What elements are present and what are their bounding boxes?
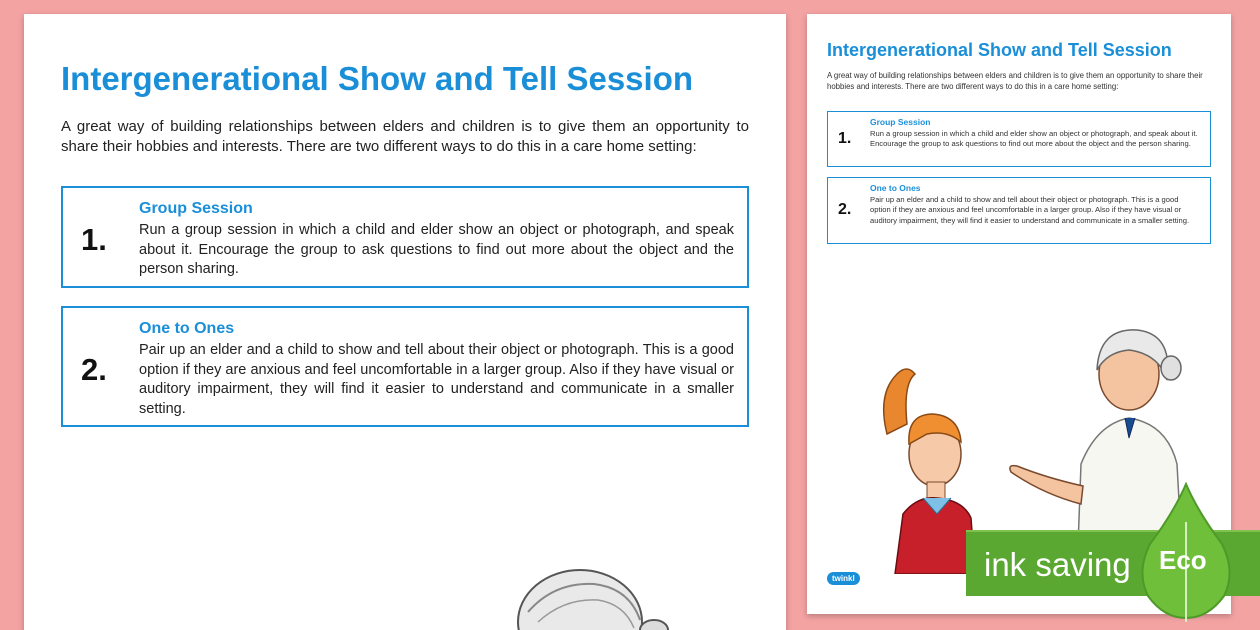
item-box-one-to-ones (61, 306, 749, 427)
small-item-box-group-session (827, 111, 1211, 167)
item-heading: One to Ones (139, 320, 235, 337)
ink-saving-text: ink saving (984, 546, 1131, 583)
small-item-heading: Group Session (870, 117, 931, 127)
small-item-heading: One to Ones (870, 183, 921, 193)
small-page-title: Intergenerational Show and Tell Session (827, 40, 1172, 60)
small-item-number: 1. (838, 130, 852, 147)
small-item-body: Run a group session in which a child and elder show an object or photograph, and speak about it. Encourage the group to ask questions to find out more about the object and the person sharing. (870, 129, 1198, 149)
page-title: Intergenerational Show and Tell Session (61, 60, 694, 97)
item-number: 1. (81, 222, 107, 257)
item-number: 2. (81, 352, 107, 387)
item-box-group-session (61, 186, 749, 288)
elder-head-illustration (494, 562, 674, 630)
eco-label: Eco (1159, 545, 1207, 575)
small-item-number: 2. (838, 201, 852, 218)
item-heading: Group Session (139, 200, 253, 217)
intro-paragraph: A great way of building relationships between elders and children is to give them an opportunity to share their hobbies and interests. There are two different ways to do this in a care home setting: (61, 118, 749, 155)
worksheet-large (24, 14, 786, 630)
small-item-box-one-to-ones (827, 177, 1211, 244)
item-body: Pair up an elder and a child to show and tell about their object or photograph. This is a good option if they are anxious and feel uncomfortable in a larger group. Also if they have visual or auditory impairment, they will find it easier to understand and communicate in a smaller setting. (139, 342, 734, 417)
twinkl-logo: twinkl (827, 572, 860, 585)
item-body: Run a group session in which a child and elder show an object or photograph, and speak about it. Encourage the group to ask questions to find out more about the object and the person sharing. (139, 222, 734, 277)
small-intro-paragraph: A great way of building relationships between elders and children is to give them an opportunity to share their hobbies and interests. There are two different ways to do this in a care home setting: (827, 71, 1203, 91)
small-item-body: Pair up an elder and a child to show and tell about their object or photograph. This is a good option if they are anxious and feel uncomfortable in a larger group. Also if they have visual or auditory impairment, they will find it easier to understand and communicate in a smaller setting. (870, 195, 1190, 225)
